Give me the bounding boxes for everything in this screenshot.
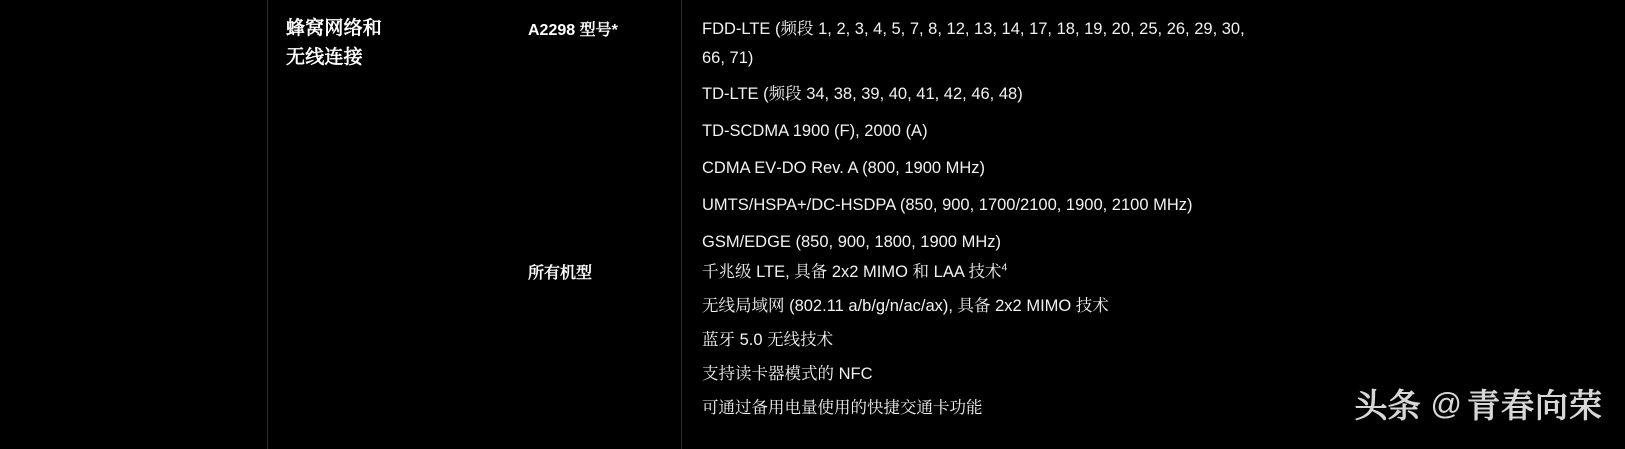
footnote-marker: 4 bbox=[1001, 261, 1008, 274]
section-title-line-1: 蜂窝网络和 bbox=[286, 18, 383, 39]
spec-value: 可通过备用电量使用的快捷交通卡功能 bbox=[702, 399, 983, 417]
spec-value: 无线局域网 (802.11 a/b/g/n/ac/ax), 具备 2x2 MIMO 技术 bbox=[702, 297, 1109, 315]
spec-value bbox=[702, 258, 1302, 287]
spec-value: 蓝牙 5.0 无线技术 bbox=[702, 331, 834, 349]
spec-value: TD‑SCDMA 1900 (F), 2000 (A) bbox=[702, 122, 928, 140]
watermark-brand: 头条 bbox=[1354, 387, 1421, 424]
spec-value: 支持读卡器模式的 NFC bbox=[702, 365, 873, 383]
watermark bbox=[1355, 380, 1603, 427]
section-title-line-2: 无线连接 bbox=[286, 47, 363, 68]
column-divider-right bbox=[681, 0, 682, 449]
spec-value: CDMA EV‑DO Rev. A (800, 1900 MHz) bbox=[702, 159, 986, 177]
spec-value: TD‑LTE (频段 34, 38, 39, 40, 41, 42, 46, 48) bbox=[702, 85, 1023, 103]
spec-value: GSM/EDGE (850, 900, 1800, 1900 MHz) bbox=[702, 233, 1001, 251]
group-label-model: A2298 型号* bbox=[528, 22, 618, 39]
watermark-at-symbol: @ bbox=[1430, 385, 1463, 421]
section-title bbox=[286, 14, 486, 72]
group-label-all-models: 所有机型 bbox=[528, 265, 593, 282]
group-values-all-models bbox=[702, 258, 1302, 428]
spec-value-text: 千兆级 LTE, 具备 2x2 MIMO 和 LAA 技术 bbox=[702, 263, 1002, 281]
spec-value: FDD‑LTE (频段 1, 2, 3, 4, 5, 7, 8, 12, 13, 14, 17, 18, 19, 20, 25, 26, 29, 30, 66, 71) bbox=[702, 20, 1245, 67]
watermark-username: 青春向荣 bbox=[1467, 387, 1603, 424]
group-values-model bbox=[702, 15, 1302, 264]
column-divider-left bbox=[267, 0, 268, 449]
spec-value: UMTS/HSPA+/DC‑HSDPA (850, 900, 1700/2100, 1900, 2100 MHz) bbox=[702, 196, 1193, 214]
